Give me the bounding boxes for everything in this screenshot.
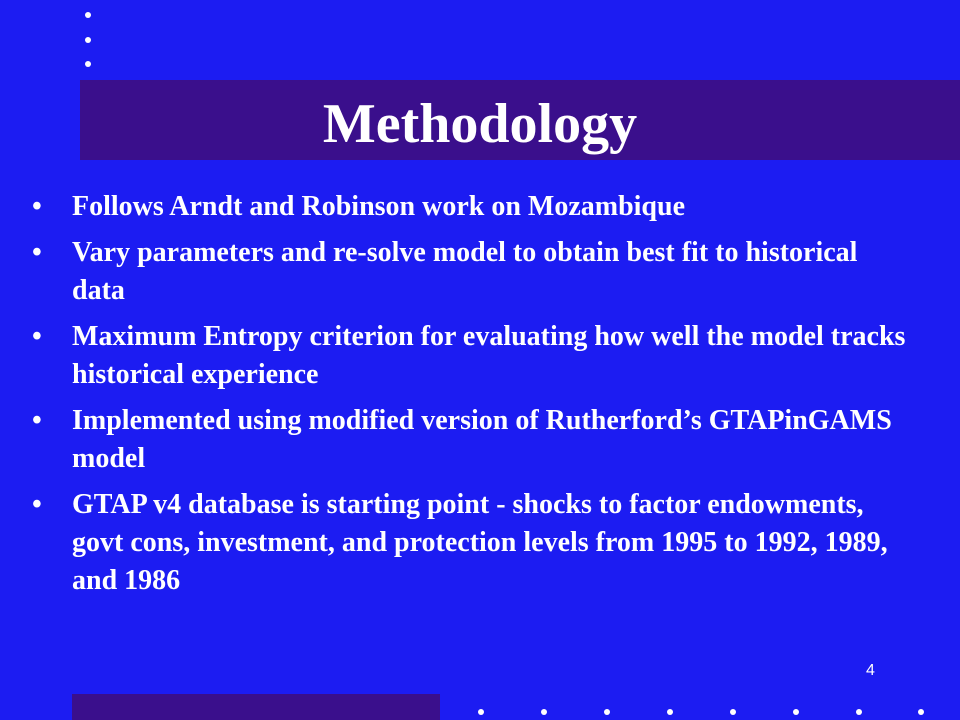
decor-dot: [918, 709, 924, 715]
bullet-text: Maximum Entropy criterion for evaluating how well the model tracks historical experience: [72, 321, 906, 390]
bullet-marker: •: [32, 191, 42, 222]
decor-dot: [856, 709, 862, 715]
decor-dot: [541, 709, 547, 715]
bullet-marker: •: [32, 321, 42, 352]
bullet-text: Follows Arndt and Robinson work on Mozambique: [72, 191, 686, 222]
bullet-marker: •: [32, 489, 42, 520]
bullet-item: [28, 234, 908, 310]
decor-dot: [85, 37, 91, 43]
decor-dot: [604, 709, 610, 715]
decor-dot: [730, 709, 736, 715]
page-number: 4: [866, 662, 875, 679]
decor-dot: [667, 709, 673, 715]
decor-dot: [478, 709, 484, 715]
bullet-text: Implemented using modified version of Rutherford’s GTAPinGAMS model: [72, 405, 892, 474]
decor-dot: [85, 61, 91, 67]
bullet-text: GTAP v4 database is starting point - shocks to factor endowments, govt cons, investment, and protection levels from 1995 to 1992, 1989, and 1986: [72, 489, 888, 596]
bottom-accent-bar: [72, 694, 440, 720]
bullet-list: [28, 188, 908, 608]
bullet-item: [28, 486, 908, 600]
bullet-item: [28, 188, 908, 226]
bullet-item: [28, 318, 908, 394]
decor-dot: [793, 709, 799, 715]
bullet-text: Vary parameters and re-solve model to obtain best fit to historical data: [72, 237, 858, 306]
decor-dot: [85, 12, 91, 18]
bullet-marker: •: [32, 405, 42, 436]
slide-title: Methodology: [322, 93, 638, 155]
bullet-marker: •: [32, 237, 42, 268]
bullet-item: [28, 402, 908, 478]
